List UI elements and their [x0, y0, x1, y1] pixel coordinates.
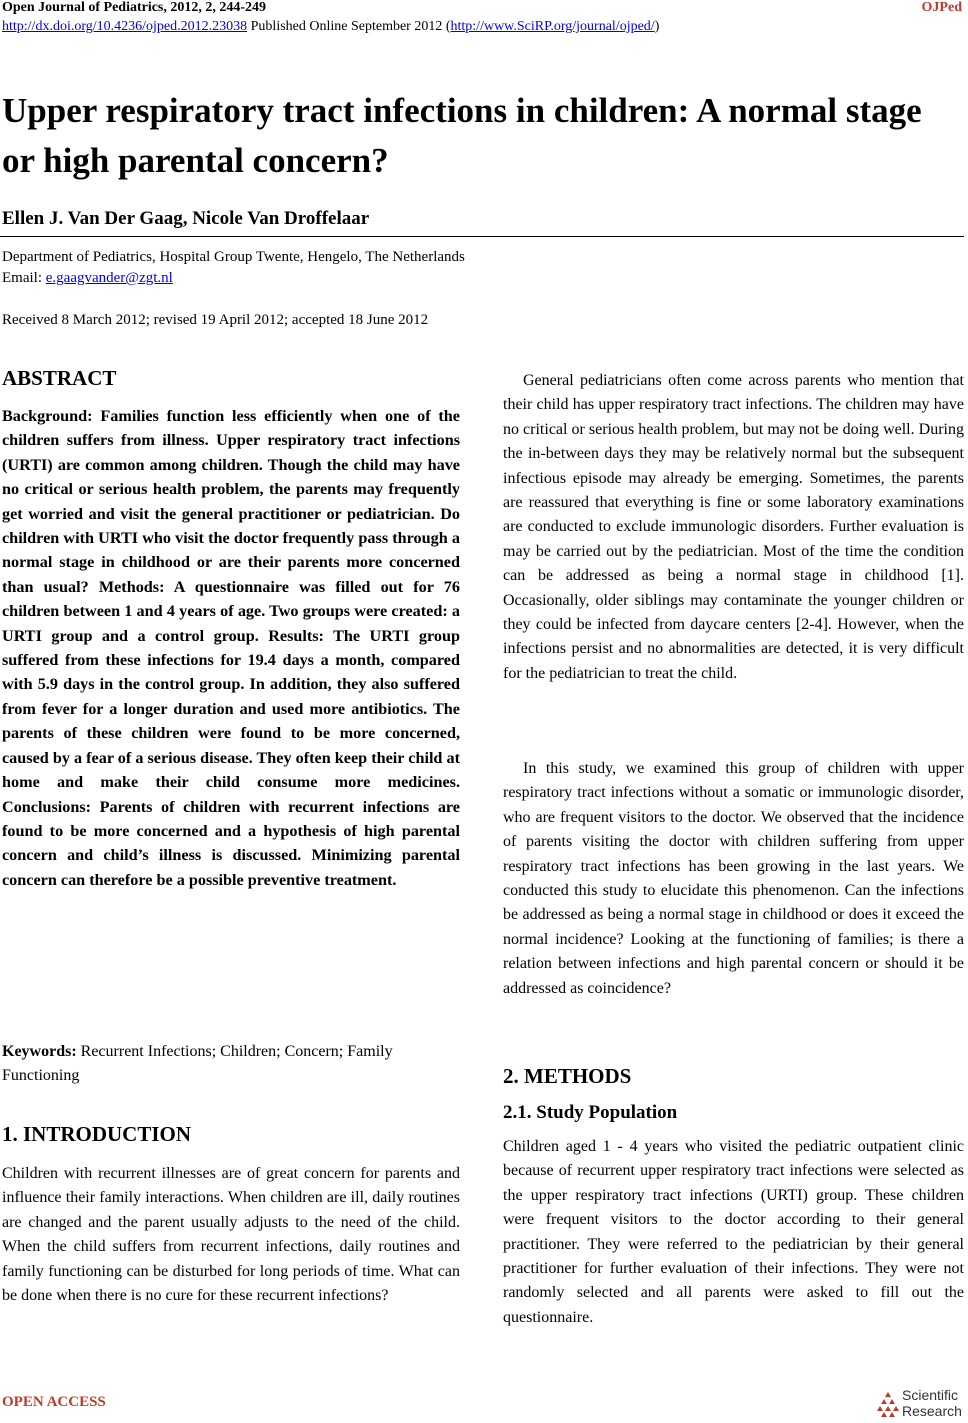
methods-heading: 2. METHODS [503, 1064, 632, 1088]
journal-abbrev: OJPed [921, 0, 962, 15]
affiliation: Department of Pediatrics, Hospital Group Twente, Hengelo, The Netherlands [2, 249, 465, 265]
publisher-line-1: Scientific [902, 1387, 959, 1403]
keywords [2, 1040, 460, 1088]
journal-citation: Open Journal of Pediatrics, 2012, 2, 244-249 [2, 0, 267, 15]
open-access-label: OPEN ACCESS [2, 1394, 106, 1410]
title-divider [0, 236, 964, 237]
introduction-heading: 1. INTRODUCTION [2, 1122, 192, 1146]
introduction-paragraph-2: General pediatricians often come across parents who mention that their child has upper respiratory tract infections. The children may have no critical or serious health problem, but may not be doing well. During the in-between days they may be relatively normal but the subsequent infectious episode may already be emerging. Sometimes, the parents are reassured that everything is fine or some laboratory examinations are conducted to exclude immunologic disorders. Further evaluation is may be carried out by the pediatrician. Most of the time the condition can be addressed as being a normal stage in childhood [1]. Occasionally, older siblings may contaminate the younger children or they could be infected from daycare centers [2-4]. However, when the infections persist and no abnormalities are detected, it is very difficult for the pediatrician to treat the child. [503, 372, 964, 682]
methods-paragraph: Children aged 1 - 4 years who visited the pediatric outpatient clinic because of recurrent upper respiratory tract infections were selected as the upper respiratory tract infections (URTI) group. These children were frequent visitors to the doctor according to their general practitioner. They were referred to the pediatrician by their general practitioner for further evaluation of their infections. They were not randomly selected and all parents were asked to fill out the questionnaire. [503, 1138, 964, 1326]
received-dates: Received 8 March 2012; revised 19 April 2012; accepted 18 June 2012 [2, 312, 429, 328]
article-title: Upper respiratory tract infections in children: A normal stage or high parental concern? [2, 91, 922, 180]
journal-link[interactable]: http://www.SciRP.org/journal/ojped/ [450, 19, 655, 34]
publication-info [2, 19, 659, 35]
scirp-logo-icon [876, 1391, 900, 1417]
article-authors: Ellen J. Van Der Gaag, Nicole Van Droffelaar [2, 208, 370, 229]
publisher-line-2: Research [902, 1403, 962, 1419]
email-line [2, 270, 173, 287]
closing-paren: ) [654, 19, 660, 34]
published-text: Published Online September 2012 ( [247, 19, 451, 34]
abstract-text: Background: Families function less efficiently when one of the children suffers from illness. Upper respiratory tract infections (URTI) are common among children. Though the child may have no critical or serious health problem, the parents may frequently get worried and visit the general practitioner or pediatrician. Do children with URTI who visit the doctor frequently pass through a normal stage in childhood or are their parents more concerned than usual? Methods: A questionnaire was filled out for 76 children between 1 and 4 years of age. Two groups were created: a URTI group and a control group. Results: The URTI group suffered from these infections for 19.4 days a month, compared with 5.9 days in the control group. In addition, they also suffered from fever for a longer duration and used more antibiotics. The parents of these children were found to be more concerned, caused by a fear of a serious disease. They often keep their child at home and make their child consume more medicines. Conclusions: Parents of children with recurrent infections are found to be more concerned and a hypothesis of high parental concern and child’s illness is discussed. Minimizing parental concern can therefore be a possible preventive treatment. [2, 407, 460, 889]
doi-link[interactable]: http://dx.doi.org/10.4236/ojped.2012.23038 [2, 19, 248, 34]
abstract-heading: ABSTRACT [2, 366, 117, 390]
introduction-paragraph-3: In this study, we examined this group of children with upper respiratory tract infections without a somatic or immunologic disorder, who are frequent visitors to the doctor. We observed that the incidence of parents visiting the doctor with children suffering from upper respiratory tract infections has been growing in the last years. We conducted this study to elucidate this phenomenon. Can the infections be addressed as being a normal stage in childhood or does it exceed the normal incidence? Looking at the functioning of families; is there a relation between infections and high parental concern or should it be addressed as coincidence? [503, 760, 964, 997]
keywords-label: Keywords: [2, 1043, 81, 1060]
publisher-name [902, 1387, 962, 1419]
keywords-text: Recurrent Infections; Children; Concern; Family Functioning [2, 1043, 393, 1084]
email-link[interactable]: e.gaagvander@zgt.nl [45, 270, 173, 286]
introduction-paragraph: Children with recurrent illnesses are of great concern for parents and influence their family interactions. When children are ill, daily routines are changed and the parent usually adjusts to the need of the child. When the child suffers from recurrent infections, daily routines and family functioning can be disturbed for long periods of time. What can be done when there is no cure for these recurrent infections? [2, 1165, 460, 1305]
study-population-heading: 2.1. Study Population [503, 1102, 678, 1123]
publisher-logo [876, 1387, 968, 1421]
email-label: Email: [2, 270, 46, 286]
